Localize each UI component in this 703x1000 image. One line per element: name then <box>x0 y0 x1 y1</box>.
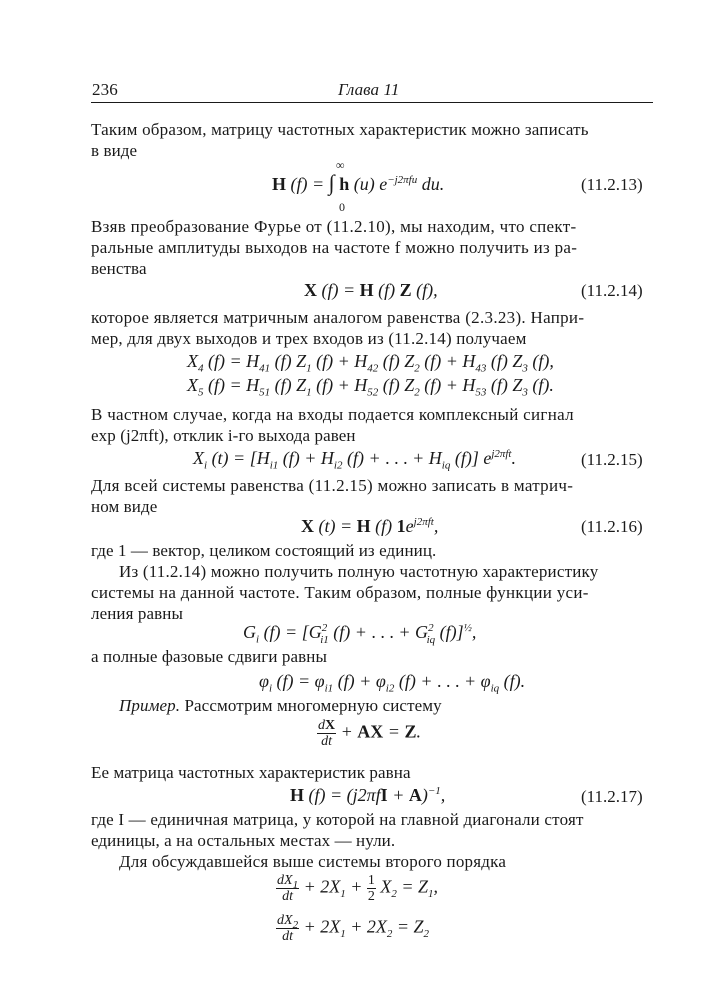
text-line: мер, для двух выходов и трех входов из (11.2.14) получаем <box>91 329 527 348</box>
equation-system: $\frac{dX}{dt}$ + AX = Z. <box>318 718 421 749</box>
text-line: ления равны <box>91 604 183 623</box>
equation-number: (11.2.15) <box>581 450 643 469</box>
text-line: единицы, а на остальных местах — нули. <box>91 831 396 850</box>
equation-11-2-16: X (t) = H (f) $1e^{j2\pi ft}$, <box>301 516 439 536</box>
text-line: Для всей системы равенства (11.2.15) можно записать в матрич- <box>91 476 574 495</box>
text-line: в виде <box>91 141 138 160</box>
integral-lower-limit: 0 <box>339 200 345 214</box>
example-label: Пример. <box>119 696 181 715</box>
chapter-title: Глава 11 <box>338 80 400 99</box>
equation-number: (11.2.13) <box>581 175 643 194</box>
header-rule <box>91 102 653 103</box>
equation-second-order-2: $\frac{dX_2}{dt}$ + $2X_1 + 2X_2 = Z_2$ <box>277 913 430 944</box>
page-number: 236 <box>92 80 118 99</box>
integral-upper-limit: ∞ <box>336 158 345 172</box>
text-line <box>119 696 442 716</box>
equation-11-2-14: X (f) = H (f) Z (f), <box>304 280 438 300</box>
equation-x4: $X_4$ $(f) = H_{41}$ (f) $Z_1$ $(f) + H_{42}$ (f) $Z_2$ $(f) + H_{43}$ (f) $Z_3$ (f), <box>187 351 554 375</box>
text-line: а полные фазовые сдвиги равны <box>91 647 328 666</box>
text-line: Из (11.2.14) можно получить полную частотную характеристику <box>119 562 599 581</box>
equation-number: (11.2.16) <box>581 517 643 536</box>
text-line: Ее матрица частотных характеристик равна <box>91 763 411 782</box>
text-line: системы на данной частоте. Таким образом, полные функции уси- <box>91 583 589 602</box>
equation-x5: $X_5$ $(f) = H_{51}$ (f) $Z_1$ $(f) + H_{52}$ (f) $Z_2$ $(f) + H_{53}$ (f) $Z_3$ (f). <box>187 375 554 399</box>
equation-11-2-13: H (f) = ∫ h (u) $e^{-j2\pi fu}$ du. <box>272 170 445 195</box>
example-text: Рассмотрим многомерную систему <box>184 696 442 715</box>
text-line: exp (j2πft), отклик i-го выхода равен <box>91 426 356 445</box>
text-line: ральные амплитуды выходов на частоте f можно получить из ра- <box>91 238 578 257</box>
equation-11-2-17: H $(f) = (j2\pi fI + A)^{-1}$, <box>290 785 446 805</box>
text-line: Для обсуждавшейся выше системы второго порядка <box>119 852 507 871</box>
text-line: где 1 — вектор, целиком состоящий из единиц. <box>91 541 437 560</box>
text-line: Взяв преобразование Фурье от (11.2.10), мы находим, что спект- <box>91 217 577 236</box>
text-line: ном виде <box>91 497 158 516</box>
text-line: где I — единичная матрица, у которой на главной диагонали стоят <box>91 810 584 829</box>
equation-number: (11.2.17) <box>581 787 643 806</box>
equation-second-order-1: $\frac{dX_1}{dt}$ + $2X_1$ + $\frac{1}{2}$ $X_2 = Z_1$, <box>277 873 439 904</box>
equation-number: (11.2.14) <box>581 281 643 300</box>
equation-11-2-15: $X_i$ $(t) = [H_{i1}$ $(f) + H_{i2}$ (f) + . . . + $H_{iq}$ (f)] $e^{j2\pi ft}$. <box>193 448 516 472</box>
text-line: Таким образом, матрицу частотных характеристик можно записать <box>91 120 589 139</box>
text-line: В частном случае, когда на входы подается комплексный сигнал <box>91 405 574 424</box>
text-line: венства <box>91 259 147 278</box>
text-line: которое является матричным аналогом равенства (2.3.23). Напри- <box>91 308 585 327</box>
equation-gain: $G_i$ $(f) = [G^2_{i1}$ (f) + . . . + $G^2_{iq}$ (f)]$^{\frac{1}{2}}$, <box>243 622 477 646</box>
equation-phase: $\varphi_i$ $(f) = \varphi_{i1}$ $(f) + \varphi_{i2}$ (f) + . . . + $\varphi_{iq}$ (f). <box>259 671 526 695</box>
